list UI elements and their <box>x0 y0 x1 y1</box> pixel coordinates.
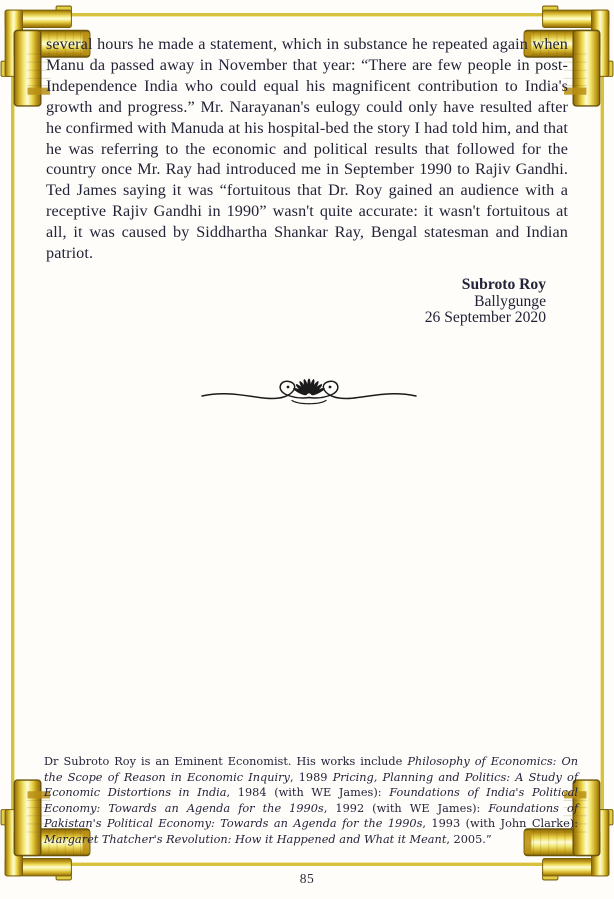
author-footnote: Dr Subroto Roy is an Eminent Economist. His works include Philosophy of Economics: On the Scope of Reason in Economic Inquiry, 1989 Pricing, Planning and Politics: A Study of Economic Distortions in India, 1984 (with WE James): Foundations of India's Political Economy: Towards an Agenda for the 1990s, 1992 (with WE James): Foundations of Pakistan's Political Economy: Towards an Agenda for the 1990s, 1993 (with John Clarke): Margaret Thatcher's Revolution: How it Happened and What it Meant, 2005.” <box>44 755 579 846</box>
signature-name: Subroto Roy <box>461 275 546 293</box>
signature-block <box>46 277 546 327</box>
body-paragraph: several hours he made a statement, which in substance he repeated again when Manu da passed away in November that year: “There are few people in post-Independence India who could equal his magnificent contribution to India's growth and progress.” Mr. Narayanan's eulogy could only have resulted after he confirmed with Manuda at his hospital-bed the story I had told him, and that he was referring to the economic and political results that followed for the country once Mr. Ray had introduced me in September 1990 to Rajiv Gandhi. Ted James saying it was “fortuitous that Dr. Roy gained an audience with a receptive Rajiv Gandhi in 1990” wasn't quite accurate: it wasn't fortuitous at all, it was caused by Siddhartha Shankar Ray, Bengal statesman and Indian patriot. <box>46 35 568 263</box>
flourish-divider <box>199 371 419 415</box>
signature-place: Ballygunge <box>474 292 546 310</box>
page-number: 85 <box>299 871 315 886</box>
page-content <box>46 34 568 327</box>
signature-date: 26 September 2020 <box>424 309 546 327</box>
